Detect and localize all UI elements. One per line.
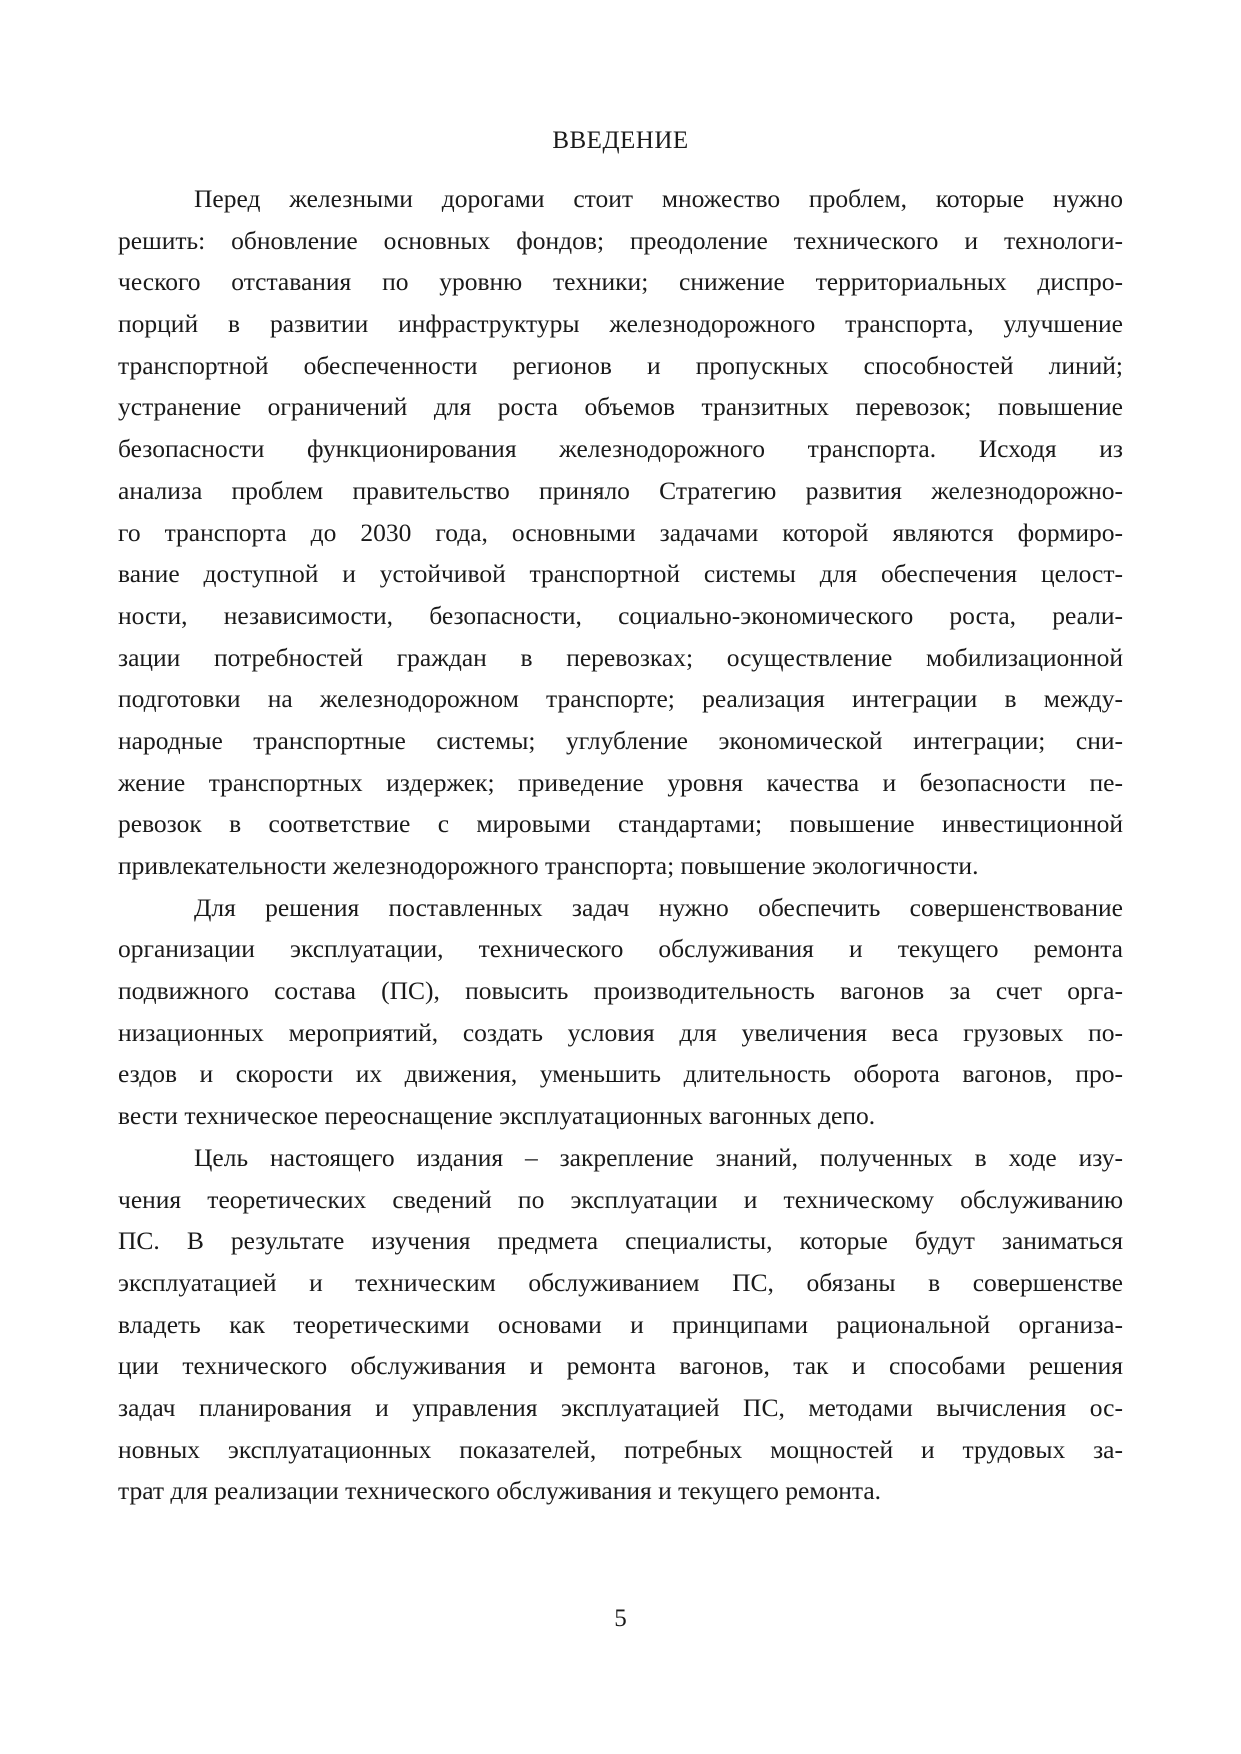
text-line: организации эксплуатации, технического обслуживания и текущего ремонта: [118, 934, 1123, 964]
text-line: жение транспортных издержек; приведение уровня качества и безопасности пе-: [118, 767, 1123, 797]
text-line: безопасности функционирования железнодорожного транспорта. Исходя из: [118, 434, 1123, 464]
text-line: ческого отставания по уровню техники; снижение территориальных диспро-: [118, 267, 1123, 297]
text-line: решить: обновление основных фондов; преодоление технического и технологи-: [118, 225, 1123, 255]
text-line: ездов и скорости их движения, уменьшить длительность оборота вагонов, про-: [118, 1059, 1123, 1089]
text-line: порций в развитии инфраструктуры железнодорожного транспорта, улучшение: [118, 309, 1123, 339]
text-line: ПС. В результате изучения предмета специалисты, которые будут заниматься: [118, 1226, 1123, 1256]
text-line: народные транспортные системы; углубление экономической интеграции; сни-: [118, 725, 1123, 755]
text-line: Для решения поставленных задач нужно обеспечить совершенствование: [194, 892, 1123, 922]
text-line: задач планирования и управления эксплуатацией ПС, методами вычисления ос-: [118, 1392, 1123, 1422]
text-line: ности, независимости, безопасности, социально-экономического роста, реали-: [118, 600, 1123, 630]
paragraph-2: [118, 887, 1123, 1137]
text-line: низационных мероприятий, создать условия для увеличения веса грузовых по-: [118, 1017, 1123, 1047]
text-line: вести техническое переоснащение эксплуатационных вагонных депо.: [118, 1101, 876, 1131]
paragraph-3: [118, 1137, 1123, 1512]
text-line: зации потребностей граждан в перевозках; осуществление мобилизационной: [118, 642, 1123, 672]
page-number: 5: [614, 1605, 627, 1632]
text-line: ции технического обслуживания и ремонта вагонов, так и способами решения: [118, 1351, 1123, 1381]
text-line: эксплуатацией и техническим обслуживанием ПС, обязаны в совершенстве: [118, 1267, 1123, 1297]
page-title: ВВЕДЕНИЕ: [552, 127, 689, 154]
text-line: привлекательности железнодорожного транспорта; повышение экологичности.: [118, 851, 979, 880]
text-line: вание доступной и устойчивой транспортной системы для обеспечения целост-: [118, 559, 1123, 589]
text-line: подготовки на железнодорожном транспорте; реализация интеграции в между-: [118, 684, 1123, 714]
text-line: новных эксплуатационных показателей, потребных мощностей и трудовых за-: [118, 1434, 1123, 1464]
text-line: Перед железными дорогами стоит множество проблем, которые нужно: [194, 184, 1123, 213]
text-line: владеть как теоретическими основами и принципами рациональной организа-: [118, 1309, 1123, 1339]
text-line: ревозок в соответствие с мировыми стандартами; повышение инвестиционной: [118, 809, 1123, 839]
text-line: анализа проблем правительство приняло Стратегию развития железнодорожно-: [118, 475, 1123, 505]
paragraph-1: [118, 178, 1123, 887]
text-line: устранение ограничений для роста объемов транзитных перевозок; повышение: [118, 392, 1123, 422]
body-text: [118, 178, 1123, 1512]
text-line: подвижного состава (ПС), повысить производительность вагонов за счет орга-: [118, 976, 1123, 1006]
text-line: транспортной обеспеченности регионов и пропускных способностей линий;: [118, 350, 1123, 380]
text-line: го транспорта до 2030 года, основными задачами которой являются формиро-: [118, 517, 1123, 547]
text-line: Цель настоящего издания – закрепление знаний, полученных в ходе изу-: [194, 1142, 1123, 1172]
text-line: чения теоретических сведений по эксплуатации и техническому обслуживанию: [118, 1184, 1123, 1214]
text-line: трат для реализации технического обслуживания и текущего ремонта.: [118, 1476, 882, 1506]
